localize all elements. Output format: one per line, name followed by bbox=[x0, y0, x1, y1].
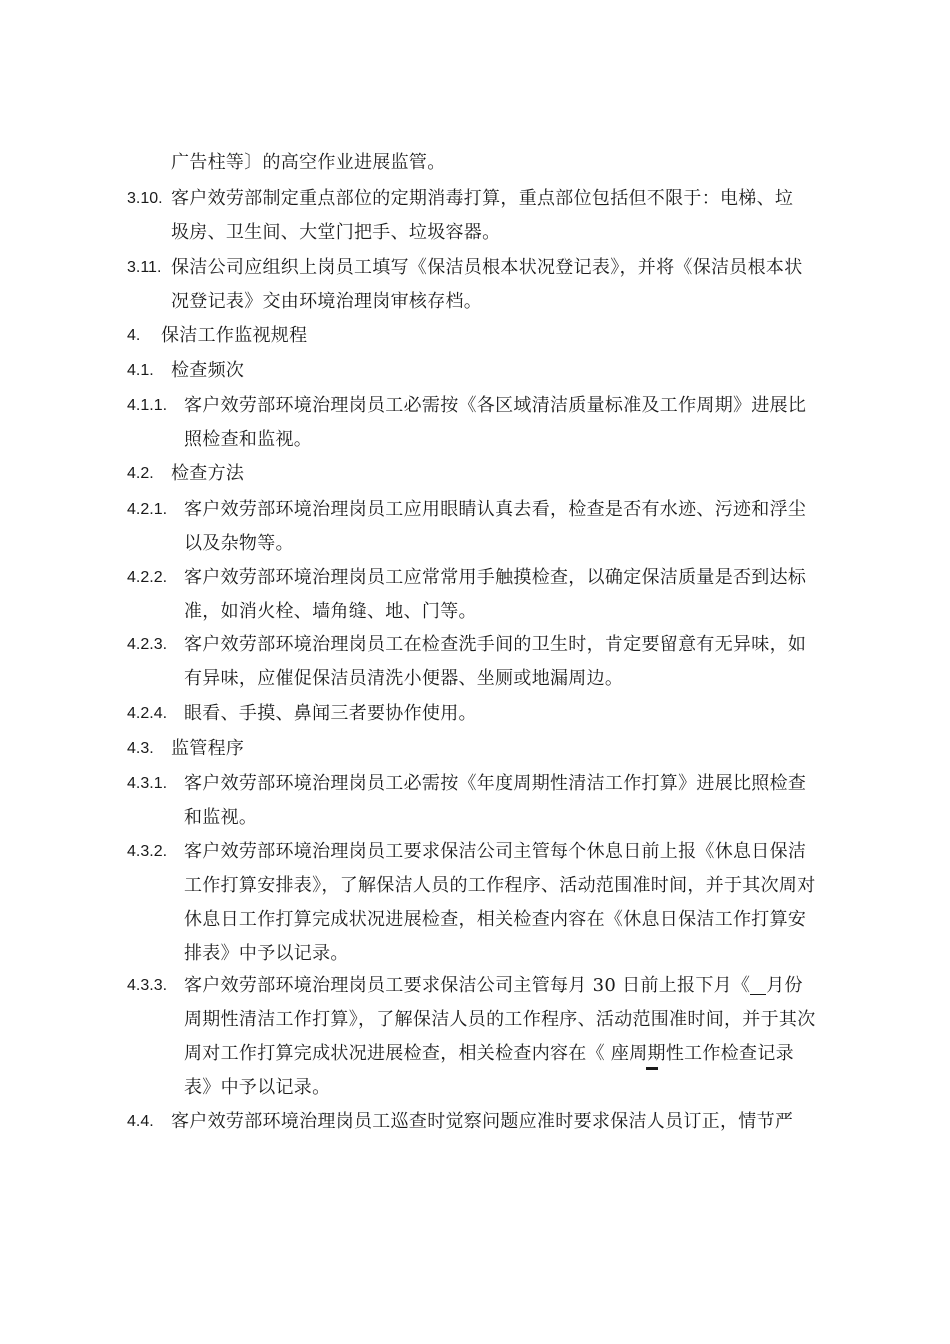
text-line: 客户效劳部环境治理岗员工必需按《年度周期性清洁工作打算》进展比照检查 bbox=[184, 773, 807, 794]
text-line: 休息日工作打算完成状况进展检查，相关检查内容在《休息日保洁工作打算安 bbox=[184, 909, 807, 930]
text-line: 客户效劳部环境治理岗员工应常常用手触摸检查，以确定保洁质量是否到达标 bbox=[184, 567, 807, 588]
text-line: 周期性清洁工作打算》，了解保洁人员的工作程序、活动范围准时间，并于其次 bbox=[184, 1009, 816, 1030]
text-line: 周对工作打算完成状况进展检查，相关检查内容在《 座周期性工作检查记录 bbox=[184, 1043, 794, 1064]
text-line: 和监视。 bbox=[184, 807, 258, 828]
text-line: 排表》中予以记录。 bbox=[184, 943, 349, 964]
section-number: 4.1. bbox=[127, 362, 154, 379]
text-line: 客户效劳部环境治理岗员工应用眼睛认真去看，检查是否有水迹、污迹和浮尘 bbox=[184, 499, 807, 520]
section-number: 4.2. bbox=[127, 465, 154, 482]
text-line: 以及杂物等。 bbox=[184, 533, 294, 554]
text-line: 客户效劳部环境治理岗员工在检查洗手间的卫生时，肯定要留意有无异味，如 bbox=[184, 634, 807, 655]
blank-mark bbox=[646, 1067, 658, 1070]
fill-in-blank bbox=[750, 974, 766, 995]
text-line: 况登记表》交由环境治理岗审核存档。 bbox=[171, 291, 483, 312]
section-heading: 监管程序 bbox=[171, 738, 245, 759]
section-number: 4.3.1. bbox=[127, 775, 168, 792]
text-line: 保洁公司应组织上岗员工填写《保洁员根本状况登记表》，并将《保洁员根本状 bbox=[171, 257, 803, 278]
section-number: 4. bbox=[127, 327, 141, 344]
text-line: 客户效劳部环境治理岗员工要求保洁公司主管每个休息日前上报《休息日保洁 bbox=[184, 841, 807, 862]
text-line: 广告柱等〕的高空作业进展监管。 bbox=[171, 152, 446, 173]
text-line: 客户效劳部制定重点部位的定期消毒打算，重点部位包括但不限于：电梯、垃 bbox=[171, 188, 794, 209]
section-number: 4.4. bbox=[127, 1113, 154, 1130]
section-number: 4.2.4. bbox=[127, 705, 168, 722]
section-heading: 检查方法 bbox=[171, 463, 245, 484]
text-segment: 客户效劳部环境治理岗员工要求保洁公司主管每月 30 日前上报下月《 bbox=[184, 975, 751, 996]
text-line: 照检查和监视。 bbox=[184, 429, 313, 450]
section-number: 4.2.2. bbox=[127, 569, 168, 586]
section-number: 4.3.3. bbox=[127, 977, 168, 994]
section-number: 3.11. bbox=[127, 259, 162, 276]
text-line: 客户效劳部环境治理岗员工必需按《各区域清洁质量标准及工作周期》进展比 bbox=[184, 395, 807, 416]
text-line: 客户效劳部环境治理岗员工巡查时觉察问题应准时要求保洁人员订正，情节严 bbox=[171, 1111, 794, 1132]
text-line: 工作打算安排表》，了解保洁人员的工作程序、活动范围准时间，并于其次周对 bbox=[184, 875, 816, 896]
text-segment: 月份 bbox=[766, 975, 803, 996]
section-number: 4.2.3. bbox=[127, 636, 168, 653]
section-heading: 检查频次 bbox=[171, 360, 245, 381]
text-line: 圾房、卫生间、大堂门把手、垃圾容器。 bbox=[171, 222, 501, 243]
text-line: 表》中予以记录。 bbox=[184, 1077, 331, 1098]
text-line: 有异味，应催促保洁员清洗小便器、坐厕或地漏周边。 bbox=[184, 668, 624, 689]
section-number: 4.2.1. bbox=[127, 501, 168, 518]
section-heading: 保洁工作监视规程 bbox=[161, 325, 308, 346]
text-line: 准，如消火栓、墙角缝、地、门等。 bbox=[184, 601, 477, 622]
text-line: 眼看、手摸、鼻闻三者要协作使用。 bbox=[184, 703, 477, 724]
section-number: 4.3.2. bbox=[127, 843, 168, 860]
section-number: 3.10. bbox=[127, 190, 163, 207]
section-number: 4.3. bbox=[127, 740, 154, 757]
section-number: 4.1.1. bbox=[127, 397, 168, 414]
text-line bbox=[184, 969, 803, 1003]
